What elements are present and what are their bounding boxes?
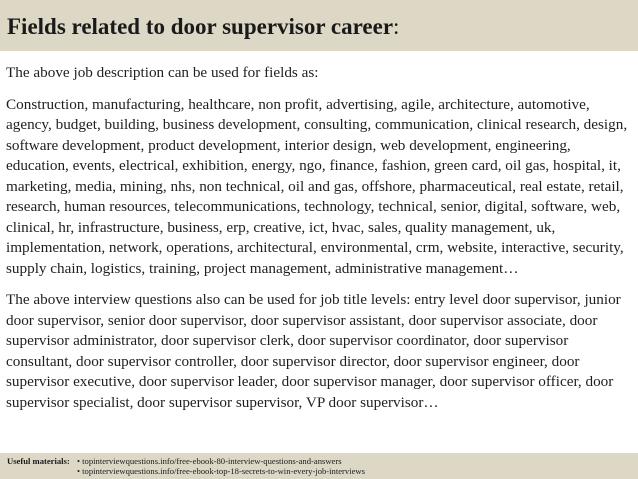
intro-text: The above job description can be used for fields as: xyxy=(6,64,319,81)
fields-list-text: Construction, manufacturing, healthcare, non profit, advertising, agile, architecture, automotive, agency, budget, building, business development, consulting, communication, clinical research, design, software development, product development, interior design, web development, engineering, education, events, electrical, exhibition, energy, ngo, finance, fashion, green card, oil gas, hospital, it, marketing, media, mining, nhs, non technical, oil and gas, offshore, pharmaceutical, real estate, retail, research, human resources, telecommunications, technology, technical, senior, digital, software, web, clinical, hr, infrastructure, business, erp, creative, ict, hvac, sales, quality management, uk, implementation, network, operations, architectural, environmental, crm, website, interactive, security, supply chain, logistics, training, project management, administrative management… xyxy=(6,95,628,277)
title-bar xyxy=(0,0,638,51)
page-title-colon: : xyxy=(393,14,400,39)
footer-link-ebook-18-secrets[interactable]: • topinterviewquestions.info/free-ebook-top-18-secrets-to-win-every-job-interviews xyxy=(77,466,365,476)
footer-row-2 xyxy=(7,466,365,476)
footer-link-ebook-80-questions[interactable]: • topinterviewquestions.info/free-ebook-80-interview-questions-and-answers xyxy=(77,456,342,466)
footer-bar xyxy=(0,453,638,479)
useful-materials xyxy=(7,456,365,476)
footer-row-1 xyxy=(7,456,365,466)
useful-materials-label xyxy=(7,456,77,466)
useful-materials-label-text: Useful materials xyxy=(7,456,67,466)
useful-materials-label-separator: : xyxy=(66,456,70,466)
job-levels-text: The above interview questions also can be used for job title levels: entry level door supervisor, junior door supervisor, senior door supervisor, door supervisor assistant, door supervisor associate, door supervisor administrator, door supervisor clerk, door supervisor coordinator, door supervisor consultant, door supervisor controller, door supervisor director, door supervisor engineer, door supervisor executive, door supervisor leader, door supervisor manager, door supervisor officer, door supervisor specialist, door supervisor supervisor, VP door supervisor… xyxy=(6,291,621,411)
page-title xyxy=(7,13,399,41)
main-content xyxy=(6,63,632,413)
page-title-text: Fields related to door supervisor career xyxy=(7,14,394,39)
